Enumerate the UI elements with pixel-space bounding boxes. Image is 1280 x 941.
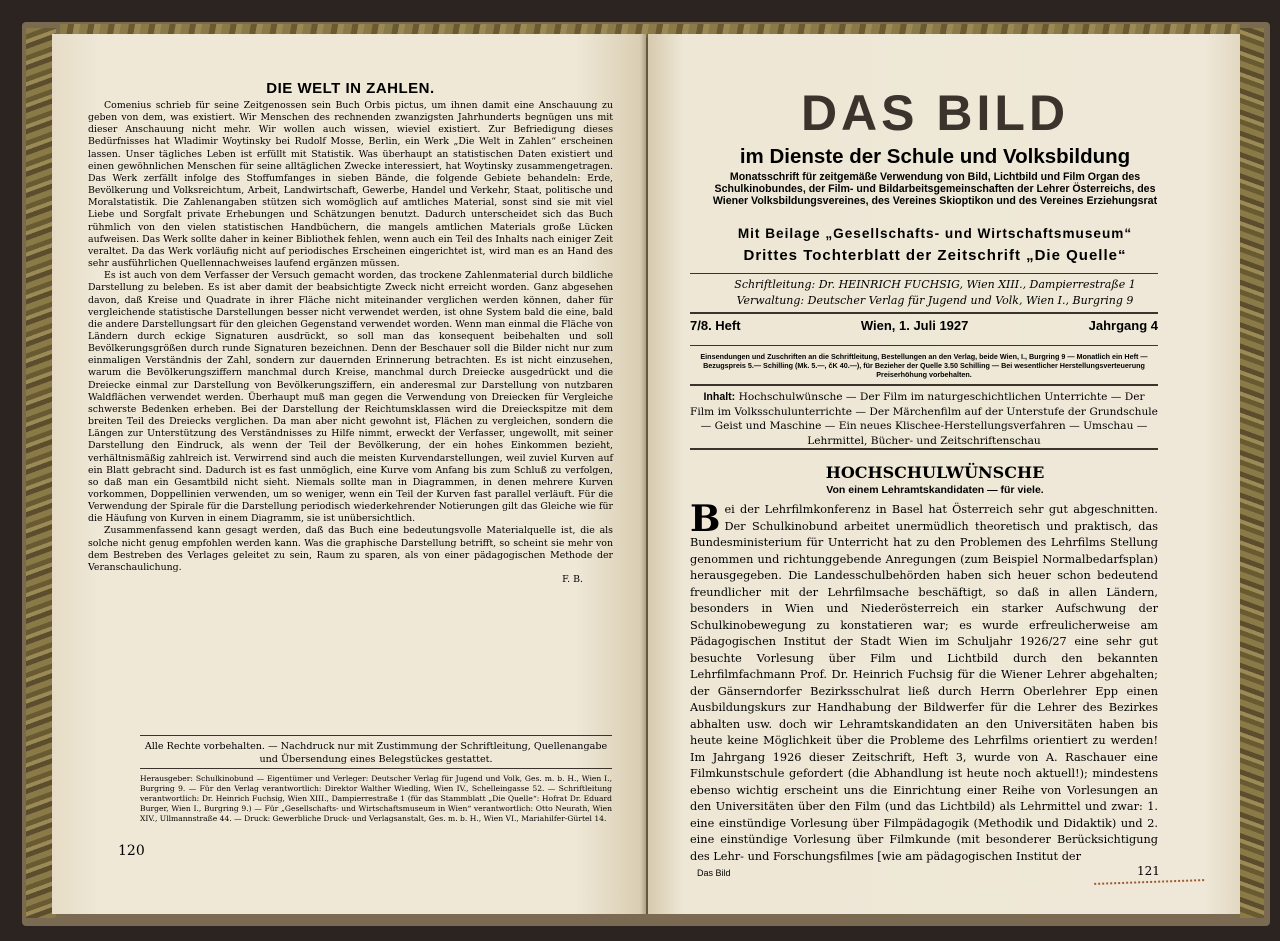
- drop-cap: B: [690, 498, 721, 540]
- beilage-line: Mit Beilage „Gesellschafts- und Wirtschaftsmuseum“: [737, 226, 1133, 241]
- issue-number: 7/8. Heft: [690, 318, 741, 333]
- article-body: [690, 498, 1158, 865]
- article-subtitle: Von einem Lehramtskandidaten — für viele.: [826, 484, 1044, 496]
- divider: [690, 273, 1158, 274]
- magazine-title: DAS BILD: [800, 85, 1070, 141]
- inhalt-text: Hochschulwünsche — Der Film im naturgeschichtlichen Unterrichte — Der Film im Volksschulunterrichte — Der Märchenfilm auf der Unterstufe der Grundschule — Geist und Maschine — Ein neues Klischee-Herstellungsverfahren — Umschau — Lehrmittel, Bücher- und Zeitschriftenschau: [690, 391, 1158, 447]
- imprint: Herausgeber: Schulkinobund — Eigentümer und Verleger: Deutscher Verlag für Jugend und Volk, Ges. m. b. H., Wien I., Burgring 9. — Für den Verlag verantwortlich: Direktor Walther Wiedling, Wien IV., Schelleingasse 52. — Schriftleitung verantwortlich: Dr. Heinrich Fuchsig, Wien XIII., Dampierrestraße 1 (für das Stammblatt „Die Quelle“: Hofrat Dr. Eduard Burger, Wien I., Burgring 9.) — Für „Gesellschafts- und Wirtschaftsmuseum in Wien“ verantwortlich: Otto Neurath, Wien XIV., Ullmannstraße 44. — Druck: Gewerbliche Druck- und Verlagsanstalt, Ges. m. b. H., Wien VI., Mariahilfer-Gürtel 14.: [140, 774, 612, 823]
- issue-line: [690, 318, 1158, 333]
- subscription-info: Einsendungen und Zuschriften an die Schriftleitung, Bestellungen an den Verlag, beide Wien, I., Burgring 9 — Monatlich ein Heft — Bezugspreis 5.— Schilling (Mk. 5.—, čK 40.—), für Bezieher der Quelle 3.50 Schilling — Bei wesentlicher Herstellungsverteuerung Preiserhöhung vorbehalten.: [700, 352, 1148, 379]
- issue-date: Wien, 1. Juli 1927: [860, 318, 969, 333]
- magazine-description: Monatsschrift für zeitgemäße Verwendung von Bild, Lichtbild und Film Organ des Schulkinobundes, der Film- und Bildarbeitsgemeinschaften der Lehrer Österreichs, des Wiener Volksbildungsvereines, des Vereines Skioptikon und des Vereines Erziehungsrat: [712, 171, 1158, 208]
- signature: F. B.: [562, 574, 583, 586]
- schriftleitung: Schriftleitung: Dr. HEINRICH FUCHSIG, Wien XIII., Dampierrestraße 1: [734, 278, 1136, 291]
- marbled-edge-right: [1240, 28, 1264, 918]
- editorial-info: [680, 277, 1190, 309]
- article-text: ei der Lehrfilmkonferenz in Basel hat Österreich sehr gut abgeschnitten. Der Schulkinobund arbeitet unermüdlich theoretisch und praktisch, das Bundesministerium für Unterricht hat zu den Problemen des Lehrfilms Stellung genommen und richtunggebende Anregungen (zum Beispiel Normalbedarfsplan) herausgegeben. Die Landesschulbehörden haben sich heuer schon bedeutend freundlicher mit der Lehrfilmsache beschäftigt, so daß in allen Ländern, besonders in Wien und Niederösterreich ein starker Aufschwung der Schulkinobewegung zu konstatieren war; es wurde erfreulicherweise am Pädagogischen Institut der Stadt Wien im Schuljahr 1926/27 eine sehr gut besuchte Vorlesung über Film und Lichtbild durch den bekannten Lehrfilmfachmann Prof. Dr. Heinrich Fuchsig für die Wiener Lehrer abgehalten; der Gänserndorfer Bezirksschulrat ließ durch Herrn Oberlehrer Epp einen Ausbildungskurs zur Handhabung der Bildwerfer für die Lehrer des Bezirkes abhalten usw. doch wir Lehramtskandidaten an den Universitäten haben bis heute keine Möglichkeit über die Probleme des Lehrfilms orientiert zu werden! Im Jahrgang 1926 dieser Zeitschrift, Heft 3, wurde von A. Raschauer eine Filmkunstschule gefordert (die Abhandlung ist heute noch aktuell!); mindestens ebenso wichtig erscheint uns die Einrichtung einer Reihe von Vorlesungen an den Universitäten über den Film (und das Lichtbild) als Lehrmittel und zwar: 1. eine einstündige Vorlesung über Filmpädagogik (Methodik und Didaktik) und 2. eine einstündige Vorlesung über Filmkunde (mit besonderer Berücksichtigung des Lehr- und Forschungsfilmes [wie am pädagogischen Institut der: [690, 503, 1158, 863]
- page-number-right: 121: [1137, 864, 1160, 878]
- table-of-contents: [690, 390, 1158, 448]
- divider: [140, 735, 612, 736]
- divider: [690, 345, 1158, 346]
- rights-notice: Alle Rechte vorbehalten. — Nachdruck nur mit Zustimmung der Schriftleitung, Quellenangabe und Übersendung eines Belegstückes gestattet.: [144, 741, 608, 765]
- page-footer: Das Bild: [697, 868, 731, 878]
- inhalt-label: Inhalt:: [703, 391, 736, 403]
- paragraph: Comenius schrieb für seine Zeitgenossen sein Buch Orbis pictus, um ihnen damit eine Anschauung zu geben von dem, was existiert. Wir Menschen des rechnenden zwanzigsten Jahrhunderts begnügen uns mit dieser Anschauung nicht mehr. Wir wollen auch wissen, wieviel existiert. Zur Befriedigung dieses Bedürfnisses hat Wladimir Woytinsky bei Rudolf Mosse, Berlin, ein Werk „Die Welt in Zahlen“ erscheinen lassen. Unser tägliches Leben ist erfüllt mit Statistik. Was überhaupt an statistischen Daten existiert und einen gewöhnlichen Menschen für seine alltäglichen Zwecke interessiert, hat Woytinsky zusammengetragen. Das Werk zerfällt infolge des Stoffumfanges in sieben Bände, die folgende Gebiete behandeln: Erde, Bevölkerung und Volksreichtum, Arbeit, Landwirtschaft, Gewerbe, Handel und Verkehr, Staat, politische und Moralstatistik. Die Zahlenangaben stützen sich womöglich auf amtliches Material, sonst sind sie mit viel Liebe und Sorgfalt private Erhebungen und Schätzungen benutzt. Dadurch unterscheidet sich das Buch rühmlich von den vielen statistischen Handbüchern, die mangels amtlichen Materials große Lücken aufweisen. Das Werk sollte daher in keiner Bibliothek fehlen, wenn auch ein Teil des Inhalts nach einiger Zeit veraltet. Da das Werk vorläufig nicht auf periodisches Erscheinen eingerichtet ist, wird man es an Hand des sehr ausführlichen Quellennachweises laufend ergänzen müssen.: [88, 100, 613, 270]
- divider: [690, 384, 1158, 386]
- left-page-body: [88, 100, 613, 586]
- page-number-left: 120: [118, 843, 145, 859]
- left-page-title: DIE WELT IN ZAHLEN.: [266, 80, 435, 97]
- magazine-subtitle: im Dienste der Schule und Volksbildung: [739, 145, 1131, 168]
- volume: Jahrgang 4: [1088, 318, 1158, 333]
- verwaltung: Verwaltung: Deutscher Verlag für Jugend und Volk, Wien I., Burgring 9: [736, 294, 1134, 307]
- divider: [690, 312, 1158, 314]
- divider: [140, 768, 612, 769]
- tochterblatt-line: Drittes Tochterblatt der Zeitschrift „Die Quelle“: [743, 247, 1127, 264]
- paragraph: Es ist auch von dem Verfasser der Versuch gemacht worden, das trockene Zahlenmaterial durch bildliche Darstellung zu beleben. Es ist aber damit der beabsichtigte Zweck nicht erreicht worden. Ganz abgesehen davon, daß Kreise und Quadrate in ihrer Fläche nicht miteinander verglichen werden können, daher für vergleichende statistische Darstellungen besser nicht verwendet werden, ist ohne System bald die eine, bald die andere Darstellungsart für den gleichen Gegenstand verwendet worden. Wenn man einmal die Fläche von Ländern durch eckige Signaturen ausdrückt, so soll man das konsequent beibehalten und soll Bevölkerungsgrößen durch runde Signaturen bezeichnen. Denn der Beschauer soll die Bilder nicht nur zum einmaligen Verständnis der Zahl, sondern zur dauernden Erinnerung betrachten. Es ist nicht einzusehen, warum die Bevölkerungsziffern manchmal durch Kreise, manchmal durch Dreiecke ausgedrückt und die Dreiecke einmal zur Darstellung von Bevölkerungsziffern, ein anderesmal zur Darstellung von nutzbaren Waldflächen verwendet werden. Überhaupt muß man gegen die Verwendung von Dreiecken für Vergleiche schwerste Bedenken erheben. Bei der Darstellung der Reichtumsklassen wird die Dreieckspitze mit dem breiten Teil des Dreiecks verglichen. Da man aber nicht gewohnt ist, Flächen zu vergleichen, sondern die Längen zur Unterstützung des Verständnisses zu Hilfe nimmt, erweckt der Verfasser, ungewollt, mit seiner Darstellung den Eindruck, als wenn der Teil der Bevölkerung, der ein hohes Einkommen bezieht, verhältnismäßig zahlreich ist. Verwirrend sind auch die meisten Kurvendarstellungen, weil zuviel Kurven auf ein Blatt gebracht sind. Dadurch ist es fast unmöglich, eine Kurve vom Anfang bis zum Schluß zu verfolgen, so daß man ein Gesamtbild nicht sieht. Niemals sollte man in Diagrammen, in denen mehrere Kurven vorkommen, Doppellinien verwenden, um so weniger, wenn ein Teil der Kurven fast parallel verläuft. Für die Verwendung der Spirale für die Darstellung periodisch wiederkehrender Notierungen gilt das Gleiche wie für die Häufung von Kurven in einem Diagramm, sie ist unübersichtlich.: [88, 270, 613, 525]
- article-title: HOCHSCHULWÜNSCHE: [825, 463, 1045, 482]
- paragraph: Zusammenfassend kann gesagt werden, daß das Buch eine bedeutungsvolle Materialquelle ist, die als solche nicht genug empfohlen werden kann. Was die graphische Darstellung betrifft, so scheint sie mehr von dem Bestreben des Verlages geleitet zu sein, Raum zu sparen, als von einer pädagogischen Methode der Veranschaulichung.: [88, 525, 613, 573]
- divider: [690, 448, 1158, 450]
